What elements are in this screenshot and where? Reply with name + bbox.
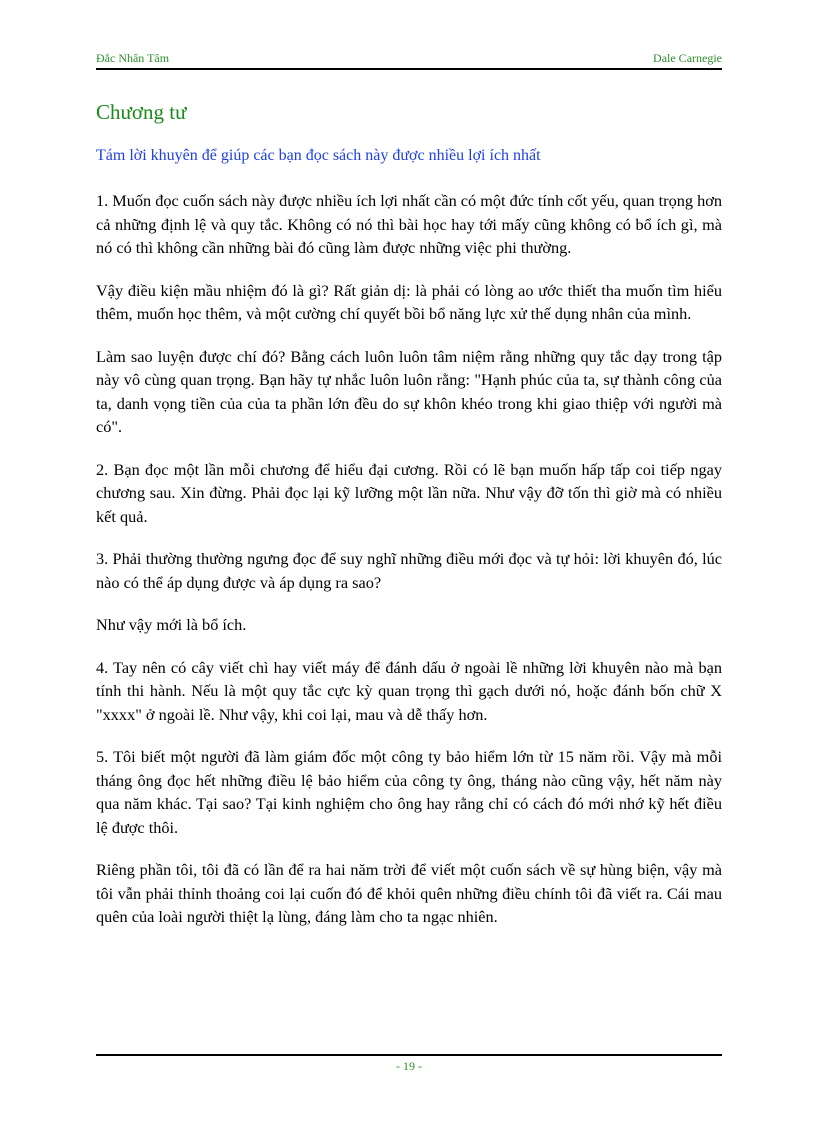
header-author: Dale Carnegie xyxy=(653,51,722,65)
paragraph-4: 2. Bạn đọc một lần mỗi chương để hiểu đại cương. Rồi có lẽ bạn muốn hấp tấp coi tiếp ngay chương sau. Xin đừng. Phải đọc lại kỹ lưỡng một lần nữa. Như vậy đỡ tốn thì giờ mà có nhiều kết quả. xyxy=(96,459,722,526)
chapter-subtitle: Tám lời khuyên để giúp các bạn đọc sách này được nhiều lợi ích nhất xyxy=(96,147,541,164)
page-number: - 19 - xyxy=(396,1059,422,1073)
paragraph-7: 4. Tay nên có cây viết chì hay viết máy để đánh dấu ở ngoài lề những lời khuyên nào mà bạn tính thi hành. Nếu là một quy tắc cực kỳ quan trọng thì gạch dưới nó, hoặc đánh bốn chữ X "xxxx" ở ngoài lề. Như vậy, khi coi lại, mau và dễ thấy hơn. xyxy=(96,657,722,724)
body-text xyxy=(96,189,722,948)
paragraph-3: Làm sao luyện được chí đó? Bằng cách luôn luôn tâm niệm rằng những quy tắc dạy trong tập này vô cùng quan trọng. Bạn hãy tự nhắc luôn luôn rằng: "Hạnh phúc của ta, sự thành công của ta, danh vọng tiền của của ta phần lớn đều do sự khôn khéo trong khi giao thiệp với người mà có". xyxy=(96,346,722,436)
paragraph-2: Vậy điều kiện mầu nhiệm đó là gì? Rất giản dị: là phải có lòng ao ước thiết tha muốn tìm hiểu thêm, muốn học thêm, và một cường chí quyết bồi bổ năng lực xử thế dụng nhân của mình. xyxy=(96,280,722,323)
paragraph-5: 3. Phải thường thường ngưng đọc để suy nghĩ những điều mới đọc và tự hỏi: lời khuyên đó, lúc nào có thể áp dụng được và áp dụng ra sao? xyxy=(96,549,722,592)
paragraph-1: 1. Muốn đọc cuốn sách này được nhiều ích lợi nhất cần có một đức tính cốt yếu, quan trọng hơn cả những định lệ và quy tắc. Không có nó thì bài học hay tới mấy cũng không có bổ ích gì, mà nó có thì không cần những bài đó cũng làm được những việc phi thường. xyxy=(96,191,722,257)
header-book-title: Đắc Nhân Tâm xyxy=(96,51,170,65)
chapter-title: Chương tư xyxy=(96,100,187,124)
header-divider xyxy=(96,68,722,70)
paragraph-8: 5. Tôi biết một người đã làm giám đốc một công ty bảo hiểm lớn từ 15 năm rồi. Vậy mà mỗi tháng ông đọc hết những điều lệ bảo hiểm của công ty ông, tháng nào cũng vậy, hết năm này qua năm khác. Tại sao? Tại kinh nghiệm cho ông hay rằng chỉ có cách đó mới nhớ kỹ hết điều lệ được thôi. xyxy=(96,747,722,837)
footer-divider xyxy=(96,1054,722,1056)
paragraph-9: Riêng phần tôi, tôi đã có lần để ra hai năm trời để viết một cuốn sách về sự hùng biện, vậy mà tôi vẫn phải thỉnh thoảng coi lại cuốn đó để khỏi quên những điều chính tôi đã viết ra. Cái mau quên của loài người thiệt lạ lùng, đáng làm cho ta ngạc nhiên. xyxy=(96,860,722,926)
paragraph-6: Như vậy mới là bổ ích. xyxy=(96,615,247,634)
page-header xyxy=(96,50,722,66)
